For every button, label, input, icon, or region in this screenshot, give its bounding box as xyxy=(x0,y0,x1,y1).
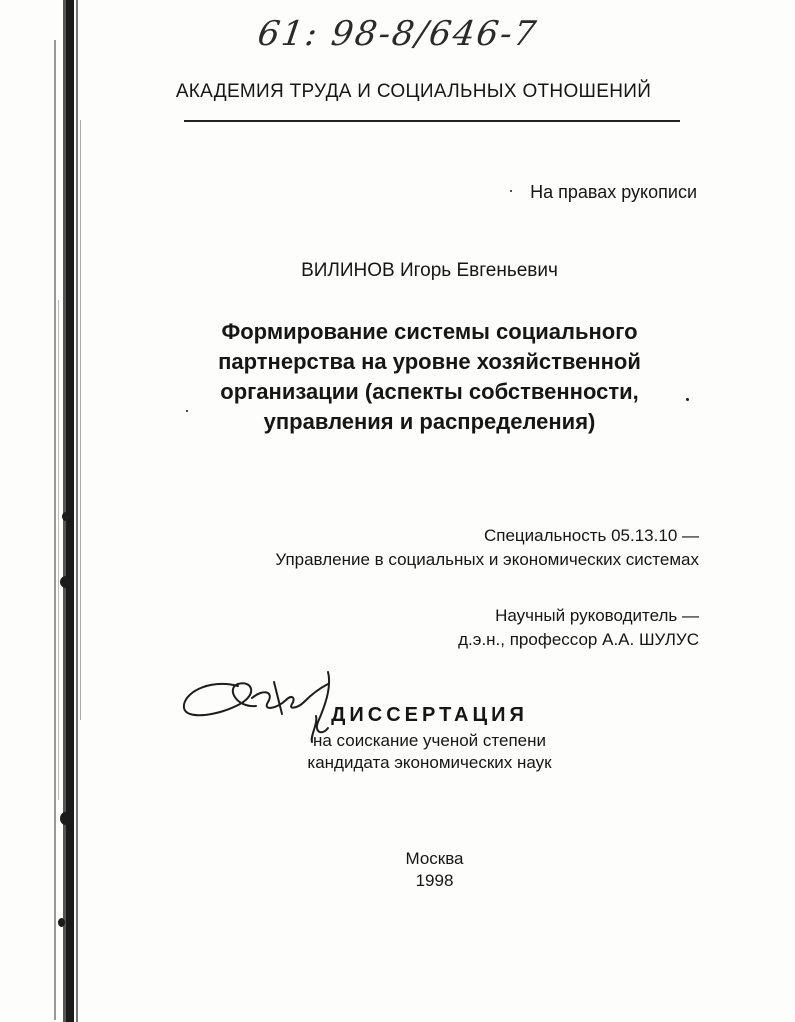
degree-block xyxy=(0,730,795,774)
catalog-number: 61: 98-8/646-7 xyxy=(255,14,541,54)
year: 1998 xyxy=(415,871,454,890)
thesis-type: ДИССЕРТАЦИЯ xyxy=(331,704,528,726)
thesis-title xyxy=(0,317,795,437)
thesis-title-line: управления и распределения) xyxy=(263,409,596,434)
author-name: ВИЛИНОВ Игорь Евгеньевич xyxy=(301,260,558,281)
scan-speck xyxy=(60,812,71,825)
header-divider xyxy=(184,120,680,122)
thesis-title-line: организации (аспекты собственности, xyxy=(220,379,639,404)
institution-name: АКАДЕМИЯ ТРУДА И СОЦИАЛЬНЫХ ОТНОШЕНИЙ xyxy=(175,81,652,102)
specialty-code: Специальность 05.13.10 — xyxy=(483,526,699,545)
degree-line: на соискание ученой степени xyxy=(312,731,546,750)
advisor-role: Научный руководитель — xyxy=(495,606,699,625)
specialty-name: Управление в социальных и экономических системах xyxy=(275,550,699,569)
city: Москва xyxy=(405,849,464,868)
thesis-title-line: Формирование системы социального xyxy=(221,319,638,344)
place-and-year xyxy=(0,848,795,892)
scan-speck xyxy=(60,576,72,588)
advisor-name: д.э.н., профессор А.А. ШУЛУС xyxy=(458,630,699,649)
manuscript-rights-note: На правах рукописи xyxy=(530,182,697,202)
scan-speck xyxy=(510,190,512,192)
scan-speck xyxy=(62,512,69,521)
scan-speck xyxy=(58,918,65,927)
thesis-title-line: партнерства на уровне хозяйственной xyxy=(218,349,641,374)
degree-line: кандидата экономических наук xyxy=(307,753,552,772)
specialty-block xyxy=(275,524,699,572)
advisor-block xyxy=(458,604,699,652)
